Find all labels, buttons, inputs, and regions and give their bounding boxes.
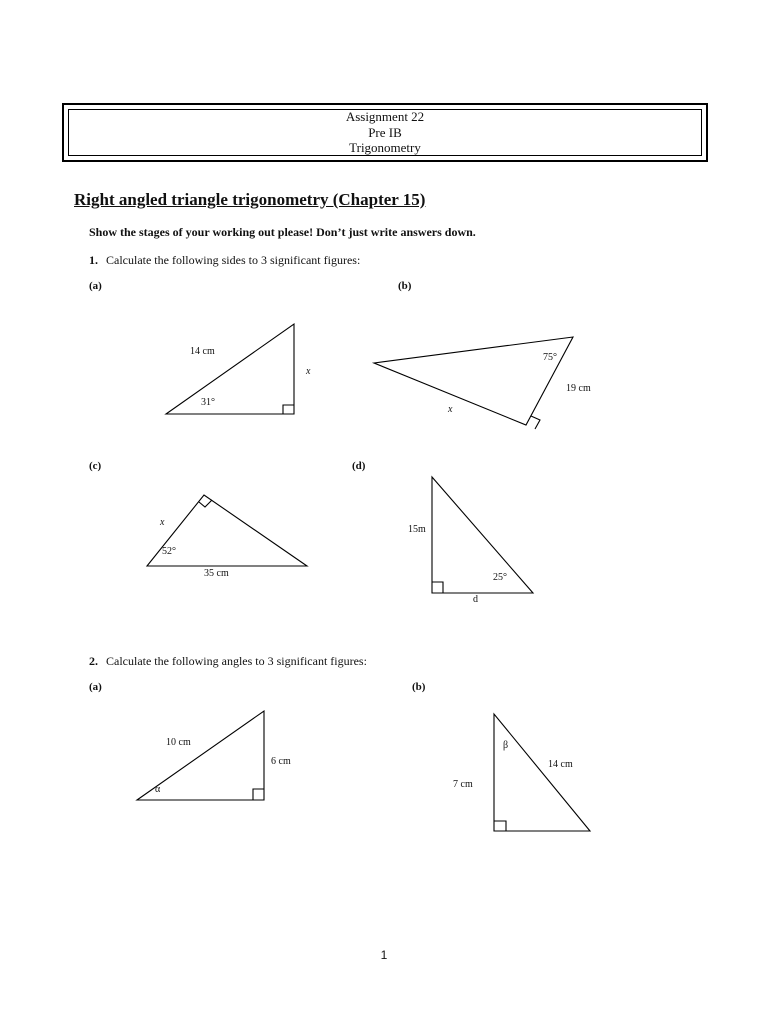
q1-part-b-label: (b) — [398, 280, 412, 292]
q1c-unknown-label: x — [160, 517, 165, 528]
q2-part-b-label: (b) — [412, 681, 426, 693]
q1d-side-label: 15m — [408, 524, 426, 535]
question-1-text: Calculate the following sides to 3 significant figures: — [106, 253, 361, 267]
course-name: Pre IB — [368, 124, 402, 140]
question-2-number: 2. — [89, 654, 98, 668]
q1a-unknown-label: x — [306, 366, 311, 377]
assignment-number: Assignment 22 — [345, 109, 425, 125]
q1b-side-label: 19 cm — [566, 383, 591, 394]
q2a-hypotenuse-label: 10 cm — [166, 737, 191, 748]
q2-part-a-label: (a) — [89, 681, 102, 693]
q1d-right-angle-mark — [432, 582, 443, 593]
q2a-angle-label: α — [155, 784, 161, 795]
question-2-text: Calculate the following angles to 3 significant figures: — [106, 654, 367, 668]
q1b-right-angle-mark — [531, 416, 540, 429]
q1-part-a-label: (a) — [89, 280, 102, 292]
q1a-right-angle-mark — [283, 405, 294, 414]
q1c-hypotenuse-label: 35 cm — [204, 568, 229, 579]
q1a-triangle — [166, 324, 294, 414]
q2b-right-angle-mark — [494, 821, 506, 831]
q2a-side-label: 6 cm — [271, 756, 291, 767]
section-title: Right angled triangle trigonometry (Chapter 15) — [74, 190, 426, 209]
q2b-hypotenuse-label: 14 cm — [548, 759, 573, 770]
q1b-triangle — [374, 337, 573, 425]
instruction-text: Show the stages of your working out please! Don’t just write answers down. — [89, 225, 476, 239]
page-number: 1 — [380, 948, 388, 962]
q1b-unknown-label: x — [448, 404, 453, 415]
q1-part-d-label: (d) — [352, 460, 366, 472]
q2b-triangle — [494, 714, 590, 831]
q1d-angle-label: 25° — [493, 572, 507, 583]
q1c-angle-label: 52° — [162, 546, 176, 557]
q1c-right-angle-mark — [199, 500, 212, 507]
q1a-hypotenuse-label: 14 cm — [190, 346, 215, 357]
q1a-angle-label: 31° — [201, 397, 215, 408]
q2a-right-angle-mark — [253, 789, 264, 800]
q2b-side-label: 7 cm — [453, 779, 473, 790]
q2b-angle-label: β — [503, 740, 509, 751]
question-1-number: 1. — [89, 253, 98, 267]
q1d-triangle — [432, 477, 533, 593]
q1d-unknown-label: d — [473, 594, 478, 605]
q1b-angle-label: 75° — [543, 352, 557, 363]
q1-part-c-label: (c) — [89, 460, 102, 472]
topic-name: Trigonometry — [349, 140, 421, 156]
